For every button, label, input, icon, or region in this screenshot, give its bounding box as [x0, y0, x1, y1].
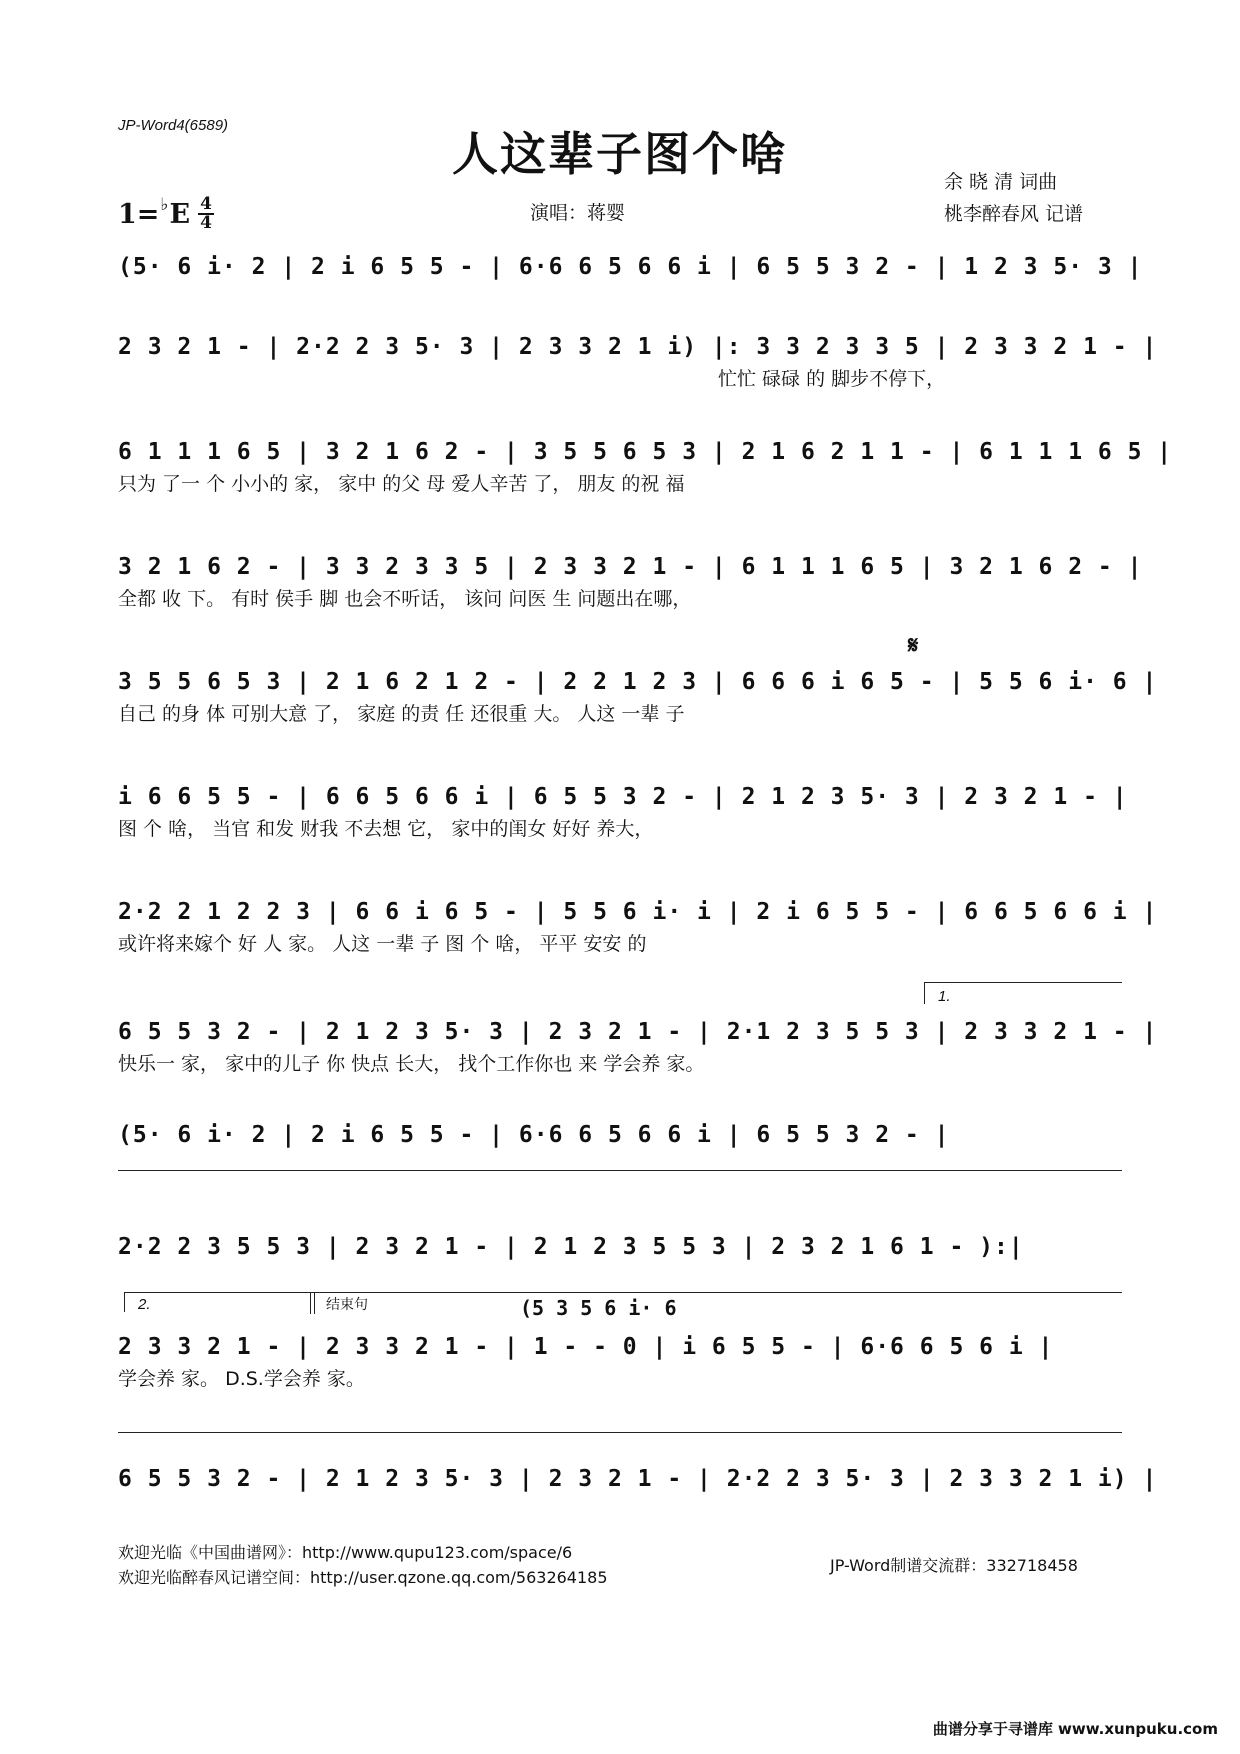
notation-line: (5· 6 i· 2 | 2 i 6 5 5 - | 6·6 6 5 6 6 i | 6 5 5 3 2 - | 1 2 3 5· 3 | — [118, 254, 1143, 280]
footer-link-2[interactable]: 欢迎光临醉春风记谱空间：http://user.qzone.qq.com/563264185 — [118, 1568, 608, 1587]
notation-line: 2·2 2 3 5 5 3 | 2 3 2 1 - | 2 1 2 3 5 5 3 | 2 3 2 1 6 1 - ):| — [118, 1234, 1024, 1260]
lyric-line: 忙忙 碌碌 的 脚步不停下， — [718, 368, 946, 390]
ending-label: 结束句 — [326, 1296, 368, 1312]
row-separator-line — [118, 1170, 1122, 1171]
key-letter: E — [169, 198, 191, 230]
flat-symbol: ♭ — [160, 195, 169, 215]
ending-edge-right — [314, 1292, 315, 1314]
score-row-5 — [118, 665, 1158, 726]
notation-line: (5· 6 i· 2 | 2 i 6 5 5 - | 6·6 6 5 6 6 i | 6 5 5 3 2 - | — [118, 1122, 950, 1148]
ending-bracket — [310, 1292, 1122, 1293]
time-signature-bottom: 4 — [200, 213, 212, 233]
volta-1-edge — [924, 982, 925, 1004]
volta-2-bracket — [124, 1292, 310, 1293]
notation-line: 3 2 1 6 2 - | 3 3 2 3 3 5 | 2 3 3 2 1 - | 6 1 1 1 6 5 | 3 2 1 6 2 - | — [118, 554, 1143, 580]
notation-line: 2 3 3 2 1 - | 2 3 3 2 1 - | 1 - - 0 | i 6 5 5 - | 6·6 6 5 6 i | — [118, 1334, 1054, 1360]
footer-link-1[interactable]: 欢迎光临《中国曲谱网》：http://www.qupu123.com/space/6 — [118, 1543, 573, 1562]
footer-links — [118, 1540, 608, 1590]
site-watermark: 曲谱分享于寻谱库 www.xunpuku.com — [932, 1720, 1218, 1738]
notation-line: 6 1 1 1 6 5 | 3 2 1 6 2 - | 3 5 5 6 5 3 | 2 1 6 2 1 1 - | 6 1 1 1 6 5 | — [118, 439, 1173, 465]
key-prefix: 1= — [118, 198, 160, 230]
ending-intro-notes: (5 3 5 6 i· 6 — [520, 1296, 677, 1320]
ending-edge-left — [310, 1292, 311, 1314]
score-row-1 — [118, 250, 1143, 284]
volta-1-label: 1. — [938, 988, 951, 1005]
row-separator-line — [118, 1432, 1122, 1433]
score-row-12 — [118, 1462, 1158, 1496]
segno-sign: 𝄋 — [908, 630, 919, 659]
credits — [944, 166, 1083, 230]
notation-line: i 6 6 5 5 - | 6 6 5 6 6 i | 6 5 5 3 2 - | 2 1 2 3 5· 3 | 2 3 2 1 - | — [118, 784, 1128, 810]
score-row-2 — [118, 330, 1158, 391]
time-signature — [198, 196, 214, 232]
song-title: 人这辈子图个啥 — [452, 127, 788, 181]
volta-1-bracket — [924, 982, 1122, 983]
time-signature-top: 4 — [200, 194, 212, 214]
notation-line: 3 5 5 6 5 3 | 2 1 6 2 1 2 - | 2 2 1 2 3 | 6 6 6 i 6 5 - | 5 5 6 i· 6 | — [118, 669, 1158, 695]
score-row-11 — [118, 1330, 1122, 1391]
lyric-line: 全都 收 下。 有时 侯手 脚 也会不听话， 该问 问医 生 问题出在哪， — [118, 588, 692, 610]
notation-line: 2·2 2 1 2 2 3 | 6 6 i 6 5 - | 5 5 6 i· i | 2 i 6 5 5 - | 6 6 5 6 6 i | — [118, 899, 1158, 925]
score-row-4 — [118, 550, 1143, 611]
singer-credit: 演唱：蒋婴 — [530, 202, 626, 224]
notation-line: 2 3 2 1 - | 2·2 2 3 5· 3 | 2 3 3 2 1 i) |: 3 3 2 3 3 5 | 2 3 3 2 1 - | — [118, 334, 1158, 360]
lyric-line: 自己 的身 体 可别大意 了， 家庭 的责 任 还很重 大。 人这 一辈 子 — [118, 703, 685, 725]
transcriber-credit: 桃李醉春风 记谱 — [944, 203, 1084, 225]
notation-line: 6 5 5 3 2 - | 2 1 2 3 5· 3 | 2 3 2 1 - | 2·1 2 3 5 5 3 | 2 3 3 2 1 - | — [118, 1019, 1158, 1045]
score-row-10 — [118, 1230, 1122, 1264]
notation-line: 6 5 5 3 2 - | 2 1 2 3 5· 3 | 2 3 2 1 - | 2·2 2 3 5· 3 | 2 3 3 2 1 i) | — [118, 1466, 1158, 1492]
lyric-line: 图 个 啥， 当官 和发 财我 不去想 它， 家中的闺女 好好 养大， — [118, 818, 654, 840]
volta-2-label: 2. — [138, 1296, 151, 1313]
lyricist-credit: 余 晓 清 词曲 — [944, 171, 1058, 193]
score-row-8 — [118, 1015, 1158, 1076]
footer-group: JP-Word制谱交流群：332718458 — [830, 1556, 1078, 1575]
score-row-7 — [118, 895, 1158, 956]
software-label: JP-Word4(6589) — [118, 117, 229, 134]
score-row-9 — [118, 1118, 1122, 1152]
lyric-line: 学会养 家。 D.S.学会养 家。 — [118, 1368, 365, 1390]
score-row-3 — [118, 435, 1173, 496]
lyric-line: 或许将来嫁个 好 人 家。 人这 一辈 子 图 个 啥， 平平 安安 的 — [118, 933, 647, 955]
lyric-line: 只为 了一 个 小小的 家， 家中 的父 母 爱人辛苦 了， 朋友 的祝 福 — [118, 473, 685, 495]
key-signature — [118, 196, 214, 232]
lyric-line: 快乐一 家， 家中的儿子 你 快点 长大， 找个工作你也 来 学会养 家。 — [118, 1053, 705, 1075]
volta-2-edge — [124, 1292, 125, 1312]
score-row-6 — [118, 780, 1128, 841]
